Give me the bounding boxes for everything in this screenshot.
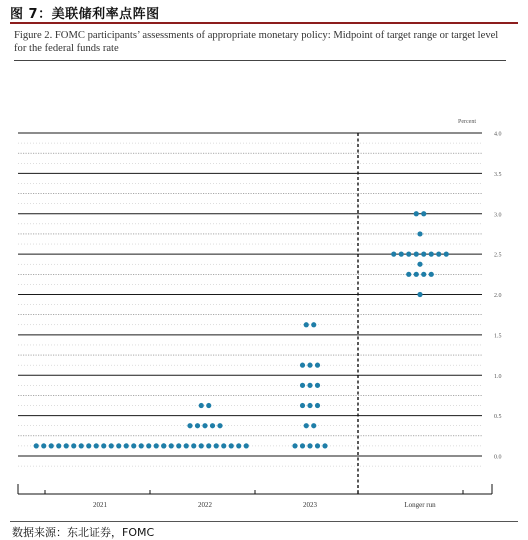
participant-dot [406, 272, 411, 277]
participant-dot [414, 211, 419, 216]
participant-dot [101, 443, 106, 448]
dot-layer [34, 211, 449, 448]
participant-dot [195, 423, 200, 428]
participant-dot [176, 443, 181, 448]
participant-dot [124, 443, 129, 448]
participant-dot [421, 211, 426, 216]
participant-dot [307, 403, 312, 408]
participant-dot [315, 363, 320, 368]
participant-dot [417, 292, 422, 297]
y-tick-label: 2.0 [494, 293, 502, 299]
participant-dot [311, 423, 316, 428]
participant-dot [64, 443, 69, 448]
y-tick-label: 1.0 [494, 373, 502, 380]
participant-dot [399, 252, 404, 257]
participant-dot [146, 443, 151, 448]
participant-dot [202, 423, 207, 428]
participant-dot [79, 443, 84, 448]
participant-dot [86, 443, 91, 448]
participant-dot [210, 423, 215, 428]
participant-dot [244, 443, 249, 448]
y-tick-label: 0.5 [494, 414, 502, 421]
participant-dot [307, 363, 312, 368]
participant-dot [315, 383, 320, 388]
y-tick-label: 0.0 [494, 454, 502, 461]
participant-dot [315, 403, 320, 408]
participant-dot [414, 272, 419, 277]
participant-dot [429, 252, 434, 257]
participant-dot [236, 443, 241, 448]
participant-dot [214, 443, 219, 448]
x-category-label: 2022 [198, 501, 212, 509]
y-tick-label: 1.5 [494, 333, 502, 340]
participant-dot [429, 272, 434, 277]
participant-dot [307, 443, 312, 448]
participant-dot [217, 423, 222, 428]
grid-layer [18, 133, 482, 466]
participant-dot [300, 403, 305, 408]
figure-caption: Figure 2. FOMC participants’ assessments of appropriate monetary policy: Midpoint of target range or target level for the federal funds rate [14, 30, 499, 54]
participant-dot [41, 443, 46, 448]
participant-dot [229, 443, 234, 448]
participant-dot [406, 252, 411, 257]
participant-dot [300, 363, 305, 368]
participant-dot [131, 443, 136, 448]
participant-dot [417, 262, 422, 267]
participant-dot [199, 443, 204, 448]
source-rule [10, 521, 518, 522]
participant-dot [206, 443, 211, 448]
y-tick-label: 4.0 [494, 131, 502, 138]
participant-dot [49, 443, 54, 448]
y-tick-label: 3.5 [494, 171, 502, 178]
participant-dot [421, 272, 426, 277]
participant-dot [322, 443, 327, 448]
participant-dot [436, 252, 441, 257]
participant-dot [315, 443, 320, 448]
participant-dot [169, 443, 174, 448]
participant-dot [199, 403, 204, 408]
x-category-label: 2023 [303, 501, 317, 509]
participant-dot [417, 231, 422, 236]
participant-dot [292, 443, 297, 448]
participant-dot [300, 443, 305, 448]
participant-dot [191, 443, 196, 448]
participant-dot [187, 423, 192, 428]
source-note: 数据来源：东北证券，FOMC [12, 526, 155, 539]
participant-dot [161, 443, 166, 448]
y-tick-label: 3.0 [494, 212, 502, 219]
participant-dot [109, 443, 114, 448]
participant-dot [304, 322, 309, 327]
x-category-label: 2021 [93, 501, 107, 509]
participant-dot [307, 383, 312, 388]
participant-dot [221, 443, 226, 448]
participant-dot [184, 443, 189, 448]
participant-dot [139, 443, 144, 448]
participant-dot [34, 443, 39, 448]
x-category-label: Longer run [404, 501, 436, 509]
participant-dot [304, 423, 309, 428]
participant-dot [300, 383, 305, 388]
participant-dot [56, 443, 61, 448]
figure-title: 图 7：美联储利率点阵图 [10, 7, 160, 22]
participant-dot [421, 252, 426, 257]
y-unit-label: Percent [458, 119, 476, 125]
y-tick-label: 2.5 [494, 252, 502, 259]
participant-dot [94, 443, 99, 448]
participant-dot [71, 443, 76, 448]
participant-dot [116, 443, 121, 448]
participant-dot [444, 252, 449, 257]
participant-dot [311, 322, 316, 327]
axis-layer [18, 119, 502, 509]
participant-dot [391, 252, 396, 257]
participant-dot [206, 403, 211, 408]
participant-dot [154, 443, 159, 448]
participant-dot [414, 252, 419, 257]
